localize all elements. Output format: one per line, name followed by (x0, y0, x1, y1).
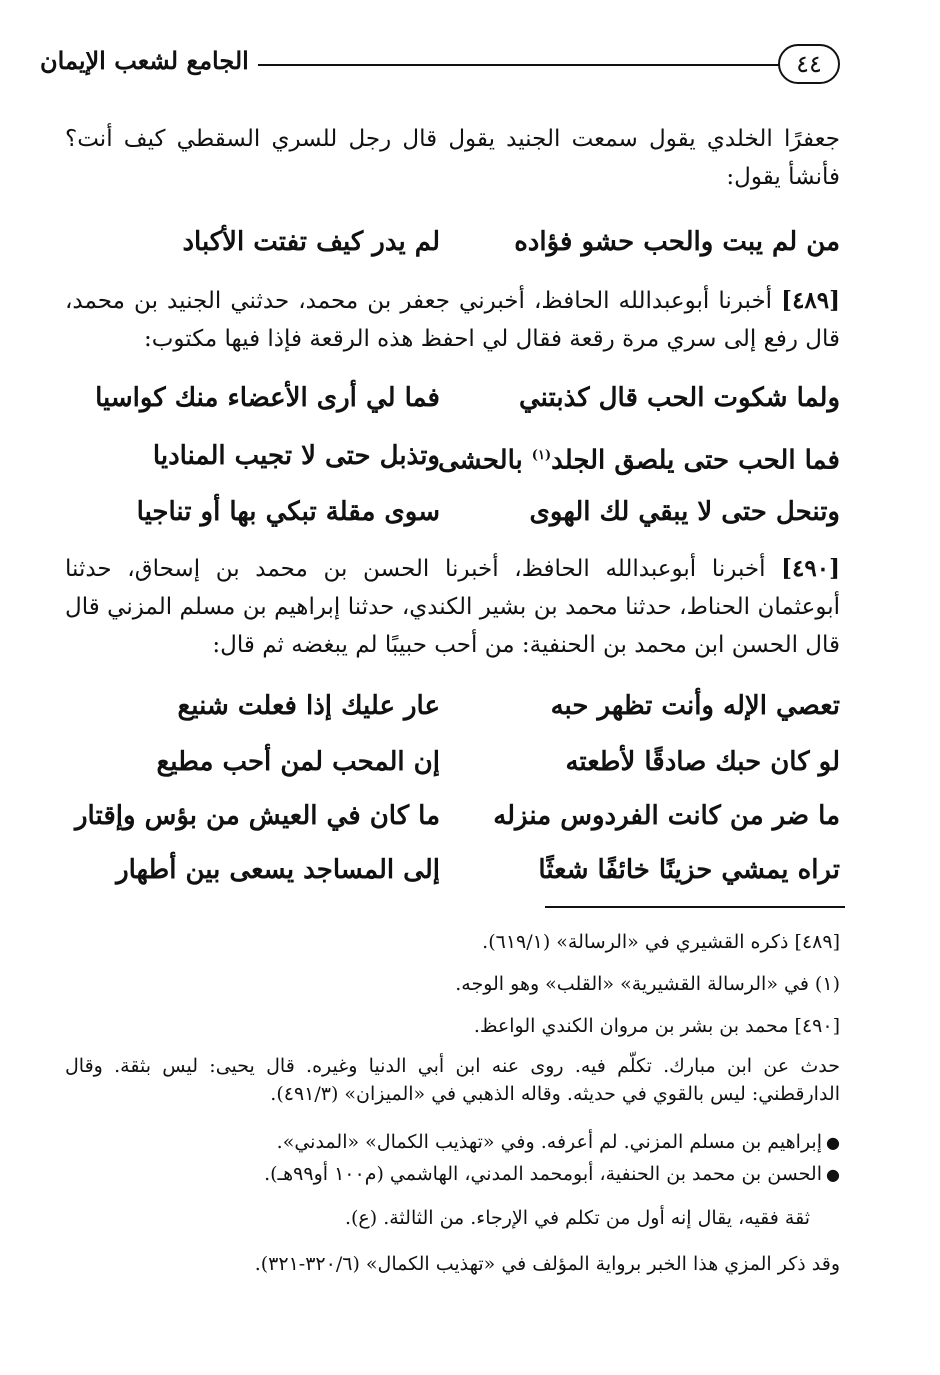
intro-paragraph: جعفرًا الخلدي يقول سمعت الجنيد يقول قال رجل للسري السقطي كيف أنت؟ فأنشأ يقول: (65, 126, 840, 190)
verse-first-hemistich: ما ضر من كانت الفردوس منزله (493, 801, 840, 831)
verse-first-hemistich: من لم يبت والحب حشو فؤاده (514, 227, 840, 257)
page-number: ٤٤ (778, 44, 840, 84)
verse-text: فما الحب حتى يلصق الجلد (551, 445, 840, 476)
verse-line (65, 484, 840, 540)
verse-text: بالحشى (438, 445, 532, 476)
verse-line (65, 734, 840, 790)
verse-second-hemistich: إلى المساجد يسعى بين أطهار (116, 855, 440, 885)
verse-first-hemistich (438, 428, 840, 484)
footnote-bullet (65, 1128, 840, 1157)
footnote-bullet-text: إبراهيم بن مسلم المزني. لم أعرفه. وفي «تهذيب الكمال» «المدني». (276, 1131, 822, 1153)
verse-line (65, 678, 840, 734)
footnote-bullet-continuation: ثقة فقيه، يقال إنه أول من تكلم في الإرجاء. من الثالثة. (ع). (344, 1207, 810, 1229)
verse-second-hemistich: إن المحب لمن أحب مطيع (156, 747, 440, 777)
verse-first-hemistich: تعصي الإله وأنت تظهر حبه (550, 691, 840, 721)
verse-first-hemistich: وتنحل حتى لا يبقي لك الهوى (529, 497, 840, 527)
verse-second-hemistich: لم يدر كيف تفتت الأكباد (182, 227, 440, 257)
footnote-1: (١) في «الرسالة القشيرية» «القلب» وهو الوجه. (455, 973, 840, 995)
running-title: الجامع لشعب الإيمان (40, 46, 249, 75)
footnote-separator (545, 906, 845, 908)
verse-first-hemistich: ولما شكوت الحب قال كذبتني (518, 383, 840, 413)
report-490 (65, 550, 840, 664)
footnote-marker: (١) (531, 448, 552, 463)
header-rule (258, 64, 780, 66)
verse-second-hemistich: وتذبل حتى لا تجيب المناديا (152, 441, 440, 471)
footnote-closing: وقد ذكر المزي هذا الخبر برواية المؤلف في «تهذيب الكمال» (٣٢٠/٦-٣٢١). (254, 1253, 840, 1275)
footnote-bullet (65, 1160, 840, 1189)
footnote-490-body: حدث عن ابن مبارك. تكلّم فيه. روى عنه ابن أبي الدنيا وغيره. قال يحيى: ليس بثقة. وقال الدارقطني: ليس بالقوي في حديثه. وقاله الذهبي في «الميزان» (٤٩١/٣). (65, 1055, 840, 1105)
bullet-icon: ● (826, 1133, 840, 1152)
verse-first-hemistich: لو كان حبك صادقًا لأطعته (565, 747, 840, 777)
verse-line (65, 842, 840, 898)
report-number: [٤٨٩] (781, 287, 841, 314)
verse-line (65, 428, 840, 484)
verse-line (65, 370, 840, 426)
report-number: [٤٩٠] (781, 555, 840, 582)
verse-second-hemistich: فما لي أرى الأعضاء منك كواسيا (95, 383, 440, 413)
bullet-icon: ● (826, 1165, 840, 1184)
footnote-bullet-text: الحسن بن محمد بن الحنفية، أبومحمد المدني، الهاشمي (م١٠٠ أو٩٩هـ). (264, 1163, 822, 1185)
verse-line (65, 214, 840, 270)
page-header (40, 38, 840, 98)
verse-second-hemistich: ما كان في العيش من بؤس وإقتار (75, 801, 440, 831)
report-text: أخبرنا أبوعبدالله الحافظ، أخبرنا الحسن بن محمد بن إسحاق، حدثنا أبوعثمان الحناط، حدثنا محمد بن بشير الكندي، حدثنا إبراهيم بن مسلم المزني قال قال الحسن ابن محمد بن الحنفية: من أحب حبيبًا لم يبغضه ثم قال: (65, 556, 840, 658)
report-text: أخبرنا أبوعبدالله الحافظ، أخبرني جعفر بن محمد، حدثني الجنيد بن محمد، قال رفع إلى سري مرة رقعة فقال لي احفظ هذه الرقعة فإذا فيها مكتوب: (65, 288, 840, 352)
footnote-490-title: [٤٩٠] محمد بن بشر بن مروان الكندي الواعظ. (473, 1015, 840, 1037)
verse-second-hemistich: سوى مقلة تبكي بها أو تناجيا (136, 497, 440, 527)
report-489 (65, 282, 840, 358)
footnote-489: [٤٨٩] ذكره القشيري في «الرسالة» (٦١٩/١). (482, 931, 840, 953)
verse-line (65, 788, 840, 844)
verse-second-hemistich: عار عليك إذا فعلت شنيع (177, 691, 440, 721)
verse-first-hemistich: تراه يمشي حزينًا خائفًا شعثًا (538, 855, 840, 885)
